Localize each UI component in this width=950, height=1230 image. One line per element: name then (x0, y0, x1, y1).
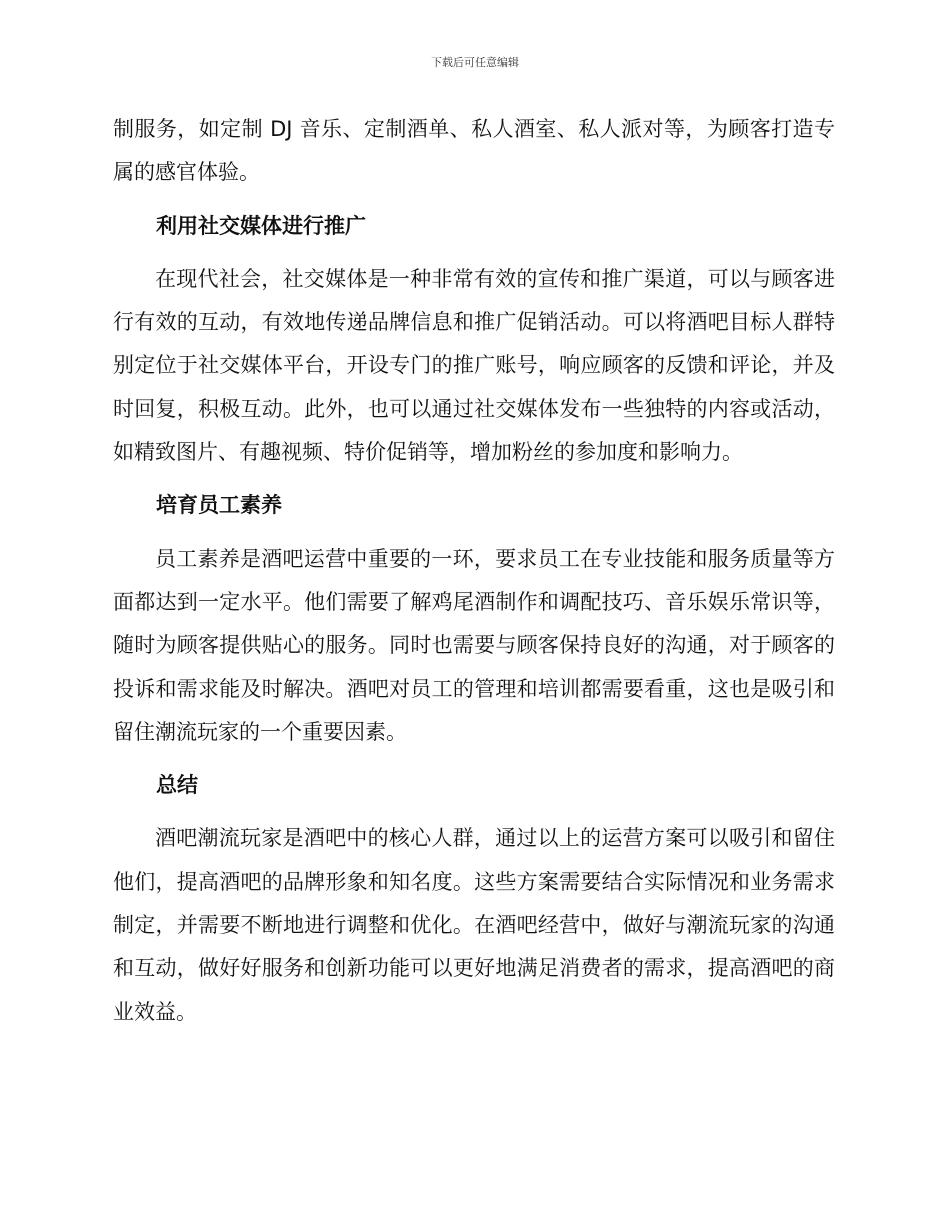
section-body-staff: 员工素养是酒吧运营中重要的一环，要求员工在专业技能和服务质量等方面都达到一定水平。他们需要了解鸡尾酒制作和调配技巧、音乐娱乐常识等，随时为顾客提供贴心的服务。同时也需要与顾客保持良好的沟通，对于顾客的投诉和需求能及时解决。酒吧对员工的管理和培训都需要看重，这也是吸引和留住潮流玩家的一个重要因素。 (113, 546, 835, 744)
section-body-social-media: 在现代社会，社交媒体是一种非常有效的宣传和推广渠道，可以与顾客进行有效的互动，有效地传递品牌信息和推广促销活动。可以将酒吧目标人群特别定位于社交媒体平台，开设专门的推广账号，响应顾客的反馈和评论，并及时回复，积极互动。此外，也可以通过社交媒体发布一些独特的内容或活动，如精致图片、有趣视频、特价促销等，增加粉丝的参加度和影响力。 (113, 266, 835, 465)
page-header: 下载后可任意编辑 (431, 56, 519, 69)
document-body (113, 108, 835, 1044)
intro-paragraph: 制服务，如定制 DJ 音乐、定制酒单、私人酒室、私人派对等，为顾客打造专属的感官体验。 (113, 117, 835, 185)
section-heading-staff: 培育员工素养 (156, 493, 282, 518)
section-heading-summary: 总结 (156, 773, 198, 798)
section-heading-social-media: 利用社交媒体进行推广 (156, 213, 366, 238)
section-body-summary: 酒吧潮流玩家是酒吧中的核心人群，通过以上的运营方案可以吸引和留住他们，提高酒吧的品牌形象和知名度。这些方案需要结合实际情况和业务需求制定，并需要不断地进行调整和优化。在酒吧经营中，做好与潮流玩家的沟通和互动，做好好服务和创新功能可以更好地满足消费者的需求，提高酒吧的商业效益。 (113, 826, 835, 1024)
